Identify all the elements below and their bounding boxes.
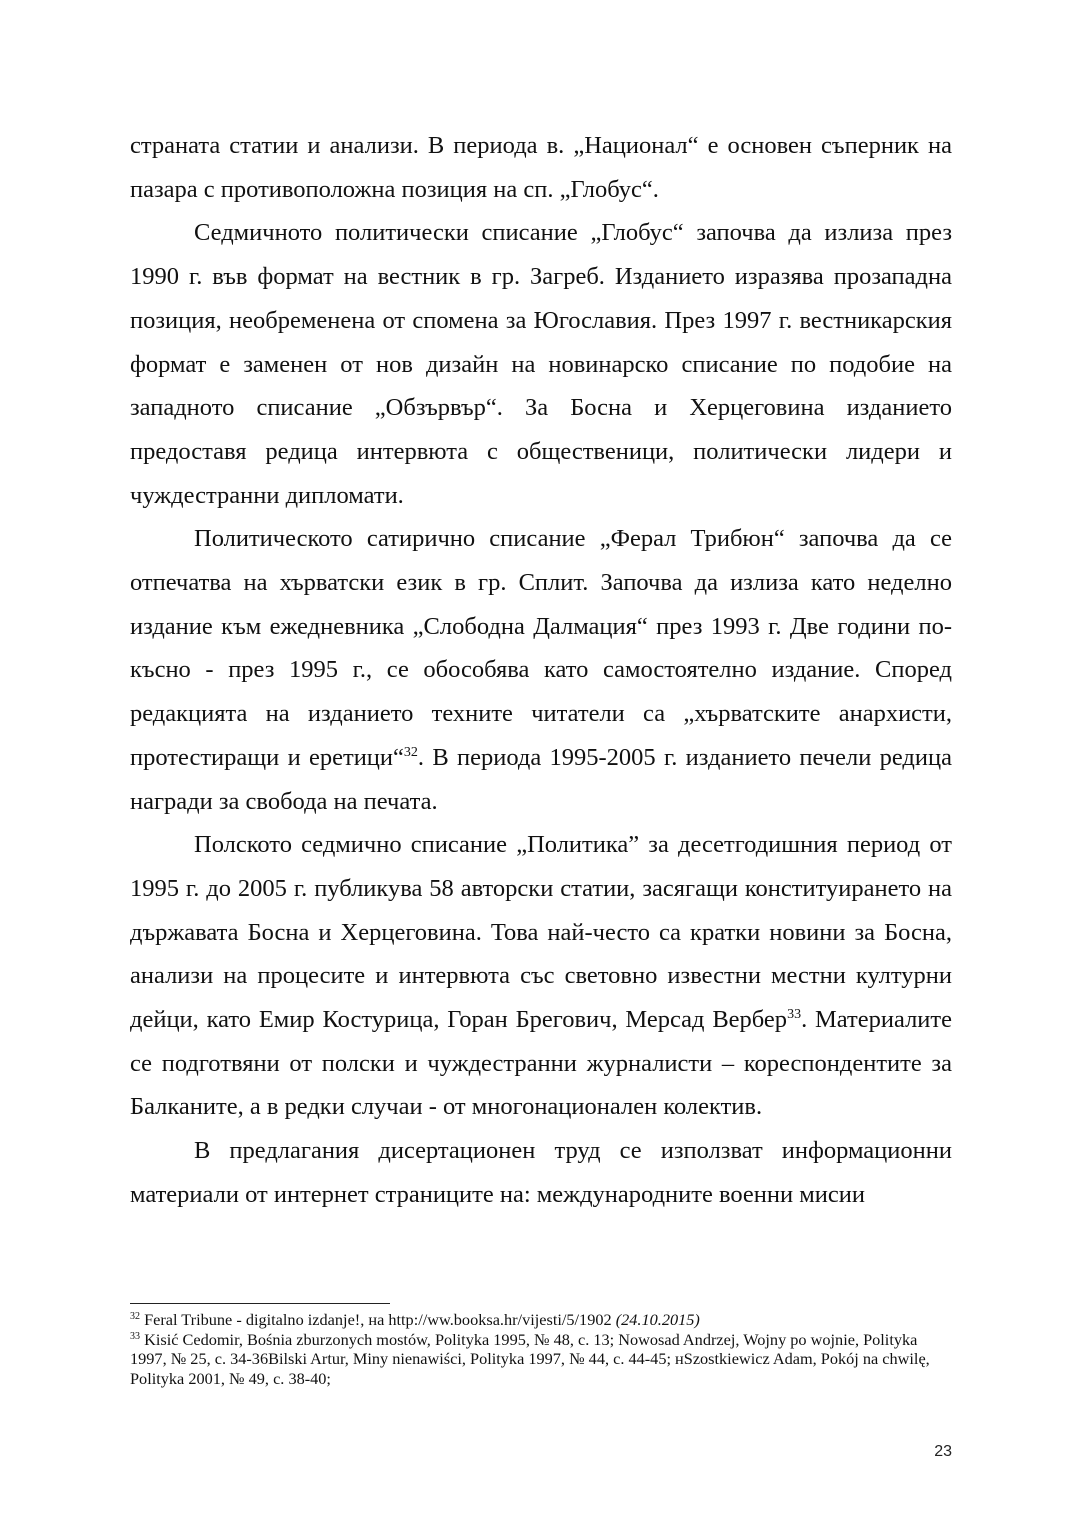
paragraph-4: Полското седмично списание „Политика” за десетгодишния период от 1995 г. до 2005 г. публикува 58 авторски статии, засягащи конституирането на държавата Босна и Херцеговина. Това най-често са кратки новини за Босна, анализи на процесите и интервюта със световно известни местни културни дейци, като Емир Костурица, Горан Брегович, Мерсад Вербер$^{33}$. Материалите се подготвяни от полски и чуждестранни журналисти – кореспондентите за Балканите, а в редки случаи - от многонационален колектив. — [130, 831, 952, 1121]
footnote-text: Feral Tribune - digitalno izdanje!, на http://ww.booksa.hr/vijesti/5/1902 — [144, 1310, 612, 1329]
footnote-number: 32 — [130, 1311, 140, 1322]
footnotes — [130, 1310, 952, 1388]
paragraph-3: Политическото сатирично списание „Ферал Трибюн“ започва да се отпечатва на хърватски език в гр. Сплит. Започва да излиза като неделно издание към ежедневника „Слободна Далмация“ през 1993 г. Две години по-късно - през 1995 г., се обособява като самостоятелно издание. Според редакцията на изданието техните читатели са „хърватските анархисти, протестиращи и еретици“$^{32}$. В периода 1995-2005 г. изданието печели редица награди за свобода на печата. — [130, 525, 952, 815]
paragraph-5: В предлагания дисертационен труд се използват информационни материали от интернет страниците на: международните военни мисии — [130, 1137, 952, 1208]
footnote-text: Kisić Cedomir, Bośnia zburzonych mostów, Polityka 1995, № 48, с. 13; Nowosad Andrzej, Wojny po wojnie, Polityka 1997, № 25, с. 34-36Bilski Artur, Miny nienawiści, Polityka 1997, № 44, с. 44-45; нSzostkiewicz Adam, Pokój na chwilę, Polityka 2001, № 49, с. 38-40; — [130, 1329, 930, 1388]
body-text — [130, 124, 952, 1217]
footnote-number: 33 — [130, 1330, 140, 1342]
footnote-separator — [130, 1303, 390, 1304]
footnote-date: (24.10.2015) — [615, 1310, 700, 1329]
paragraph-1: страната статии и анализи. В периода в. „Национал“ е основен съперник на пазара с противоположна позиция на сп. „Глобус“. — [130, 132, 952, 203]
footnote-32 — [130, 1310, 952, 1330]
paragraph-2: Седмичното политически списание „Глобус“ започва да излиза през 1990 г. във формат на вестник в гр. Загреб. Изданието изразява прозападна позиция, необременена от спомена за Югославия. През 1997 г. вестникарския формат е заменен от нов дизайн на новинарско списание по подобие на западното списание „Обзървър“. За Босна и Херцеговина изданието предоставя редица интервюта с общественици, политически лидери и чуждестранни дипломати. — [130, 219, 952, 509]
page-number: 23 — [934, 1443, 952, 1460]
footnote-ref-32[interactable]: 32 — [403, 744, 418, 760]
footnote-33 — [130, 1330, 952, 1389]
footnote-ref-33[interactable]: 33 — [787, 1007, 802, 1023]
